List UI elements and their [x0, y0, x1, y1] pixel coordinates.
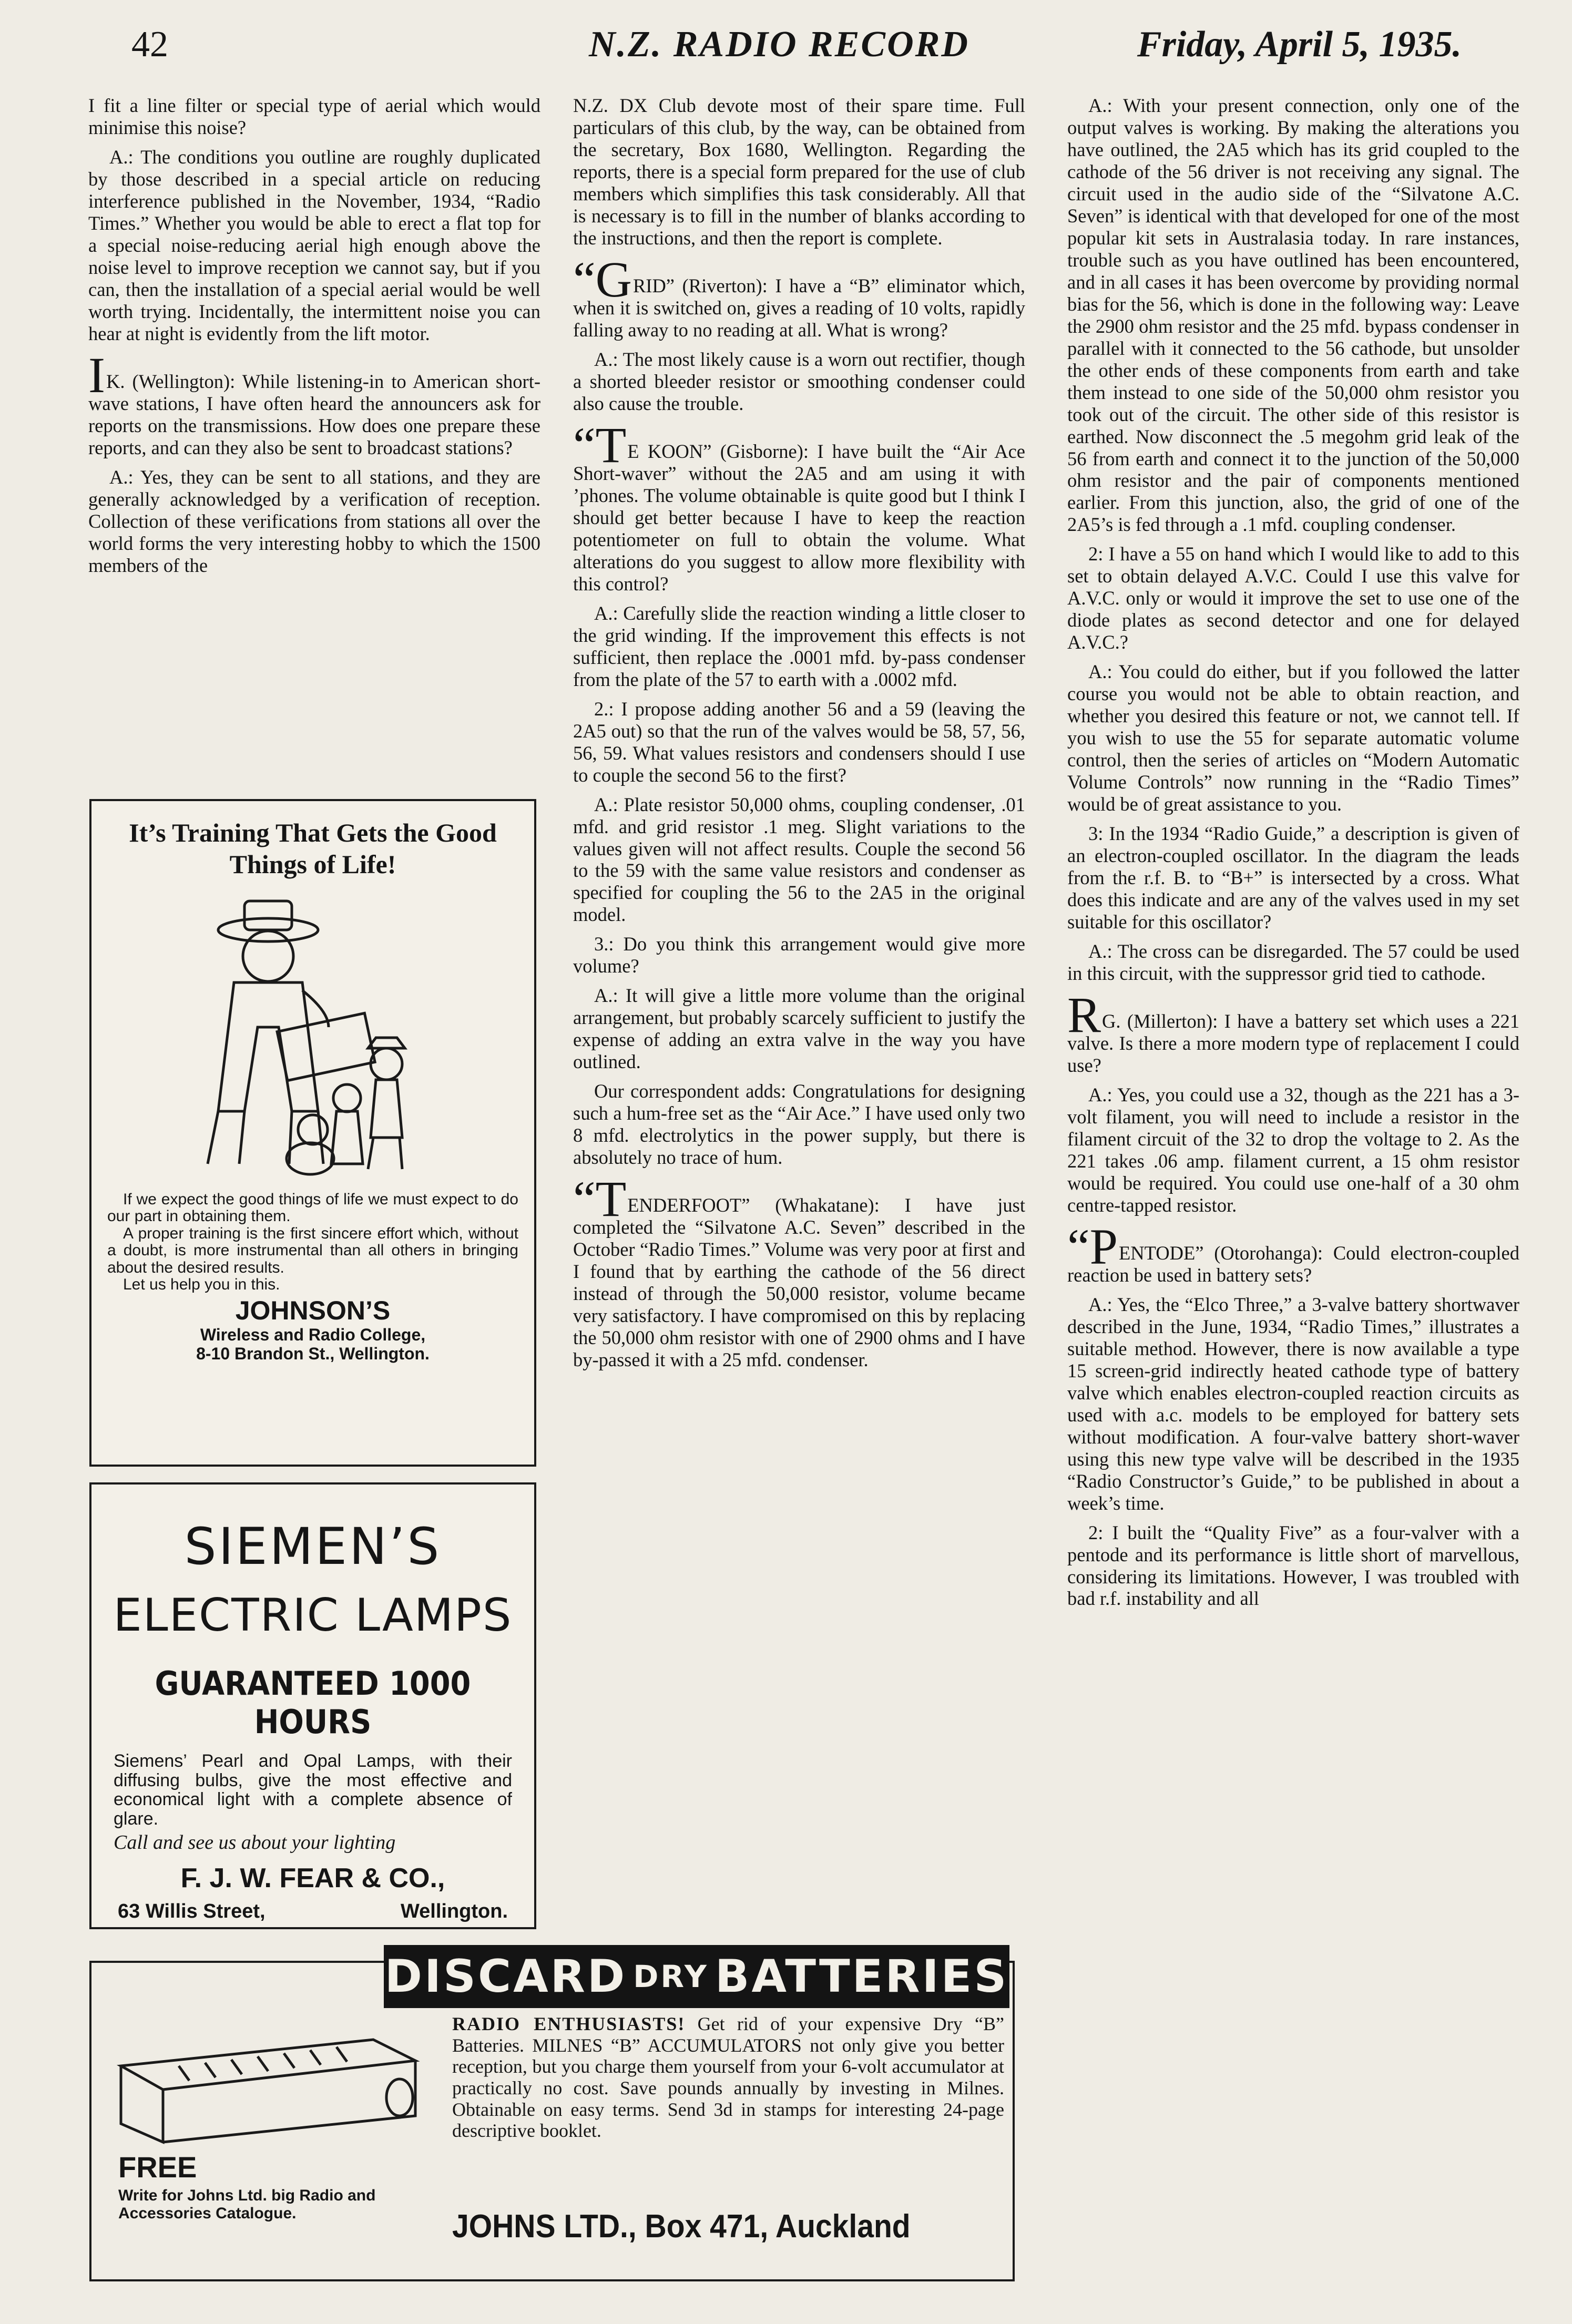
johnsons-advertisement [89, 799, 536, 1467]
paragraph: A.: The conditions you outline are roughly duplicated by those described in a special article on reducing interference published in the November, 1934, “Radio Times.” Whether you would be able to erect a flat top for a special noise-reducing aerial high enough above the noise level to improve reception we cannot say, but if you can, then the installation of a special aerial would be well worth trying. Incidentally, the intermittent noise you can hear at night is evidently from the lift motor. [88, 146, 540, 344]
paragraph: A.: Yes, you could use a 32, though as the 221 has a 3-volt filament, you will need to include a resistor in the filament circuit of the 32 to drop the voltage to 2. As the 221 takes .06 amp. filament current, a 15 ohm resistor would be required. You could use one-half of a 30 ohm centre-tapped resistor. [1067, 1083, 1519, 1216]
query-text: E KOON” (Gisborne): I have built the “Air Ace Short-waver” without the 2A5 and am using it with ’phones. The volume obtainable is quite good but I think I should get better because I have to keep the reaction potentiometer on full to obtain the volume. What alterations do you suggest to allow more flexibility with this control? [573, 440, 1025, 595]
free-offer: FREE [118, 2151, 197, 2184]
catalogue-offer: Write for Johns Ltd. big Radio and Accessories Catalogue. [118, 2187, 376, 2222]
ad-headline: It’s Training That Gets the Good Things of Life! [129, 818, 497, 879]
query-paragraph [573, 1171, 1025, 1371]
ad-body [452, 2013, 1004, 2142]
paragraph: N.Z. DX Club devote most of their spare time. Full particulars of this club, by the way, can be obtained from the secretary, Box 1680, Wellington. Regarding the reports, there is a special form prepared for the use of club members which simplifies this task considerably. All that is necessary is to fill in the number of blanks according to the instructions, and then the report is complete. [573, 95, 1025, 249]
paragraph: A.: Carefully slide the reaction winding a little closer to the grid winding. If the improvement this effects is not sufficient, then replace the .0001 mfd. by-pass condenser from the plate of the 57 to earth with a .0002 mfd. [573, 602, 1025, 690]
query-paragraph [573, 416, 1025, 595]
paragraph: A.: The most likely cause is a worn out rectifier, though a shorted bleeder resistor or smoothing condenser could also cause the trouble. [573, 348, 1025, 414]
accumulator-illustration [100, 2019, 436, 2145]
paragraph: A.: With your present connection, only one of the output valves is working. By making the alterations you have outlined, the 2A5 which has its grid coupled to the cathode of the 56 driver is not receiving any signal. The circuit used in the audio side of the “Silvatone A.C. Seven” is identical with that developed for one of the most popular kit sets in Australasia today. In rare instances, trouble such as you have outlined has been encountered, and in all cases it has been overcome by providing normal bias for the 56, which is done in the following way: Leave the 2900 ohm resistor and the 25 mfd. bypass condenser in parallel with it connected to the 56 cathode, but unsolder the other ends of these components from earth and take them instead to one side of the 50,000 ohm resistor you took out of the circuit. The other side of this resistor is earthed. Now disconnect the .5 megohm grid leak of the 56 from earth and connect it to the junction of the 50,000 ohm resistor and the pair of components mentioned earlier. From this junction, also, the grid of one of the 2A5’s is fed through a .1 mfd. coupling condenser. [1067, 95, 1519, 536]
ad-guarantee: GUARANTEED 1000 HOURS [155, 1664, 471, 1741]
ad-body-line: If we expect the good things of life we must expect to do our part in obtaining them. [107, 1191, 518, 1225]
banner-word: BATTERIES [714, 1950, 1009, 2003]
column-2 [573, 95, 1025, 1378]
ad-call-to-action: Call and see us about your lighting [114, 1831, 396, 1854]
paragraph: A.: You could do either, but if you followed the latter course you would not be able to obtain reaction, and whether you desired this feature or not, we cannot tell. If you wish to use the 55 for separate automatic volume control, then the series of articles on “Modern Automatic Volume Controls” now running in the “Radio Times” would be of great assistance to you. [1067, 661, 1519, 815]
banner-word: DISCARD [384, 1950, 627, 2003]
query-paragraph [1067, 1218, 1519, 1286]
cartoon-illustration [155, 890, 471, 1185]
advertiser-address-line: Wireless and Radio College, [200, 1325, 426, 1345]
ad-body-text: Get rid of your expensive Dry “B” Batteries. MILNES “B” ACCUMULATORS not only give you better reception, but you charge them yourself from your 6-volt accumulator at practically no cost. Save pounds annually by investing in Milnes. Obtainable on easy terms. Send 3d in stamps for interesting 24-page descriptive booklet. [452, 2013, 1004, 2142]
ad-body: Siemens’ Pearl and Opal Lamps, with their diffusing bulbs, give the most effective and economical light with a complete absence of glare. [114, 1751, 512, 1829]
address-street: 63 Willis Street, [118, 1900, 266, 1922]
drop-initial: “G [573, 251, 632, 308]
paragraph: 2.: I propose adding another 56 and a 59 (leaving the 2A5 out) so that the run of the valves would be 58, 57, 56, 56, 59. What values resistors and condensers should I use to couple the second 56 to the first? [573, 698, 1025, 786]
column-1 [88, 95, 540, 584]
advertiser-name: JOHNS LTD., Box 471, Auckland [452, 2208, 911, 2245]
paragraph: A.: The cross can be disregarded. The 57 could be used in this circuit, with the suppressor grid tied to cathode. [1067, 940, 1519, 984]
page-number: 42 [131, 24, 168, 65]
banner-word: DRY [633, 1959, 709, 1994]
paragraph: A.: It will give a little more volume than the original arrangement, but probably scarcely sufficient to justify the expense of adding an extra valve in the way you have outlined. [573, 985, 1025, 1073]
drop-initial: “T [573, 416, 627, 473]
query-text: G. (Millerton): I have a battery set which uses a 221 valve. Is there a more modern type of replacement I could use? [1067, 1010, 1519, 1076]
drop-initial: “T [573, 1171, 627, 1227]
drop-initial: R [1067, 986, 1101, 1043]
ad-headline: SIEMEN’S [184, 1517, 442, 1576]
drop-initial: I [88, 346, 105, 403]
query-text: ENTODE” (Otorohanga): Could electron-coupled reaction be used in battery sets? [1067, 1242, 1519, 1286]
paragraph: 3: In the 1934 “Radio Guide,” a description is given of an electron-coupled oscillator. In the diagram the leads from the r.f. B. to “B+” is intersected by a cross. What does this indicate and are any of the valves used in my set suitable for this oscillator? [1067, 823, 1519, 933]
address-city: Wellington. [400, 1900, 508, 1922]
publication-title: N.Z. RADIO RECORD [589, 24, 969, 65]
ad-body-line: A proper training is the first sincere effort which, without a doubt, is more instrumental than all others in bringing about the desired results. [107, 1224, 518, 1276]
query-paragraph [88, 346, 540, 459]
ad-body-line: Let us help you in this. [123, 1275, 280, 1293]
advertiser-address [118, 1900, 508, 1923]
query-paragraph [573, 251, 1025, 341]
paragraph: 2: I built the “Quality Five” as a four-valver with a pentode and its performance is little short of marvellous, considering its limitations. However, I was troubled with bad r.f. instability and all [1067, 1521, 1519, 1610]
ad-banner [384, 1945, 1009, 2008]
query-text: ENDERFOOT” (Whakatane): I have just completed the “Silvatone A.C. Seven” described in the October “Radio Times.” Volume was very poor at first and I found that by earthing the cathode of the 56 direct instead of through the 50,000 resistor, volume became very satisfactory. I have compromised on this by replacing the 50,000 ohm resistor with one of 2900 ohms and I have by-passed it with a 25 mfd. condenser. [573, 1194, 1025, 1371]
advertiser-address-line: 8-10 Brandon St., Wellington. [196, 1344, 430, 1363]
johns-advertisement [89, 1945, 1015, 2281]
query-text: K. (Wellington): While listening-in to American short-wave stations, I have often heard the announcers ask for reports on the transmissions. How does one prepare these reports, and can they also be sent to broadcast stations? [88, 370, 540, 458]
issue-date: Friday, April 5, 1935. [1137, 24, 1462, 65]
paragraph: A.: Yes, the “Elco Three,” a 3-valve battery shortwaver described in the June, 1934, “Radio Times,” illustrates a suitable method. However, there is now available a type 15 screen-grid indirectly heated cathode type of battery valve which enables electron-coupled reaction circuits as used with a.c. models to be employed for battery sets without modification. A four-valve battery short-waver using this new type valve will be described in the 1935 “Radio Constructor’s Guide,” to be published in about a week’s time. [1067, 1293, 1519, 1514]
paragraph: 2: I have a 55 on hand which I would like to add to this set to obtain delayed A.V.C. Could I use this valve for A.V.C. only or would it improve the set to use one of the diode plates as second detector and one for delayed A.V.C.? [1067, 543, 1519, 653]
column-3 [1067, 95, 1519, 1617]
ad-headline: RADIO ENTHUSIASTS! [452, 2013, 686, 2034]
paragraph: 3.: Do you think this arrangement would give more volume? [573, 933, 1025, 977]
paragraph: A.: Yes, they can be sent to all stations, and they are generally acknowledged by a verification of reception. Collection of these verifications from stations all over the world forms the very interesting hobby to which the 1500 members of the [88, 466, 540, 576]
query-paragraph [1067, 986, 1519, 1077]
query-text: RID” (Riverton): I have a “B” eliminator which, when it is switched on, gives a reading of 10 volts, rapidly falling away to no reading at all. What is wrong? [573, 274, 1025, 341]
ad-subheadline: ELECTRIC LAMPS [113, 1589, 513, 1642]
paragraph: I fit a line filter or special type of aerial which would minimise this noise? [88, 95, 540, 138]
advertiser-name: JOHNSON’S [235, 1296, 391, 1326]
siemens-advertisement [89, 1482, 536, 1929]
paragraph: A.: Plate resistor 50,000 ohms, coupling condenser, .01 mfd. and grid resistor .1 meg. Slight variations to the values given will not affect results. Couple the second 56 to the 59 with the same value resistors and condenser as specified for coupling the 56 to the 2A5 in the original model. [573, 793, 1025, 926]
advertiser-name: F. J. W. FEAR & CO., [180, 1862, 445, 1893]
drop-initial: “P [1067, 1218, 1118, 1275]
paragraph: Our correspondent adds: Congratulations for designing such a hum-free set as the “Air Ace.” I have used only two 8 mfd. electrolytics in the power supply, but there is absolutely no trace of hum. [573, 1080, 1025, 1169]
ad-body [107, 1191, 518, 1293]
